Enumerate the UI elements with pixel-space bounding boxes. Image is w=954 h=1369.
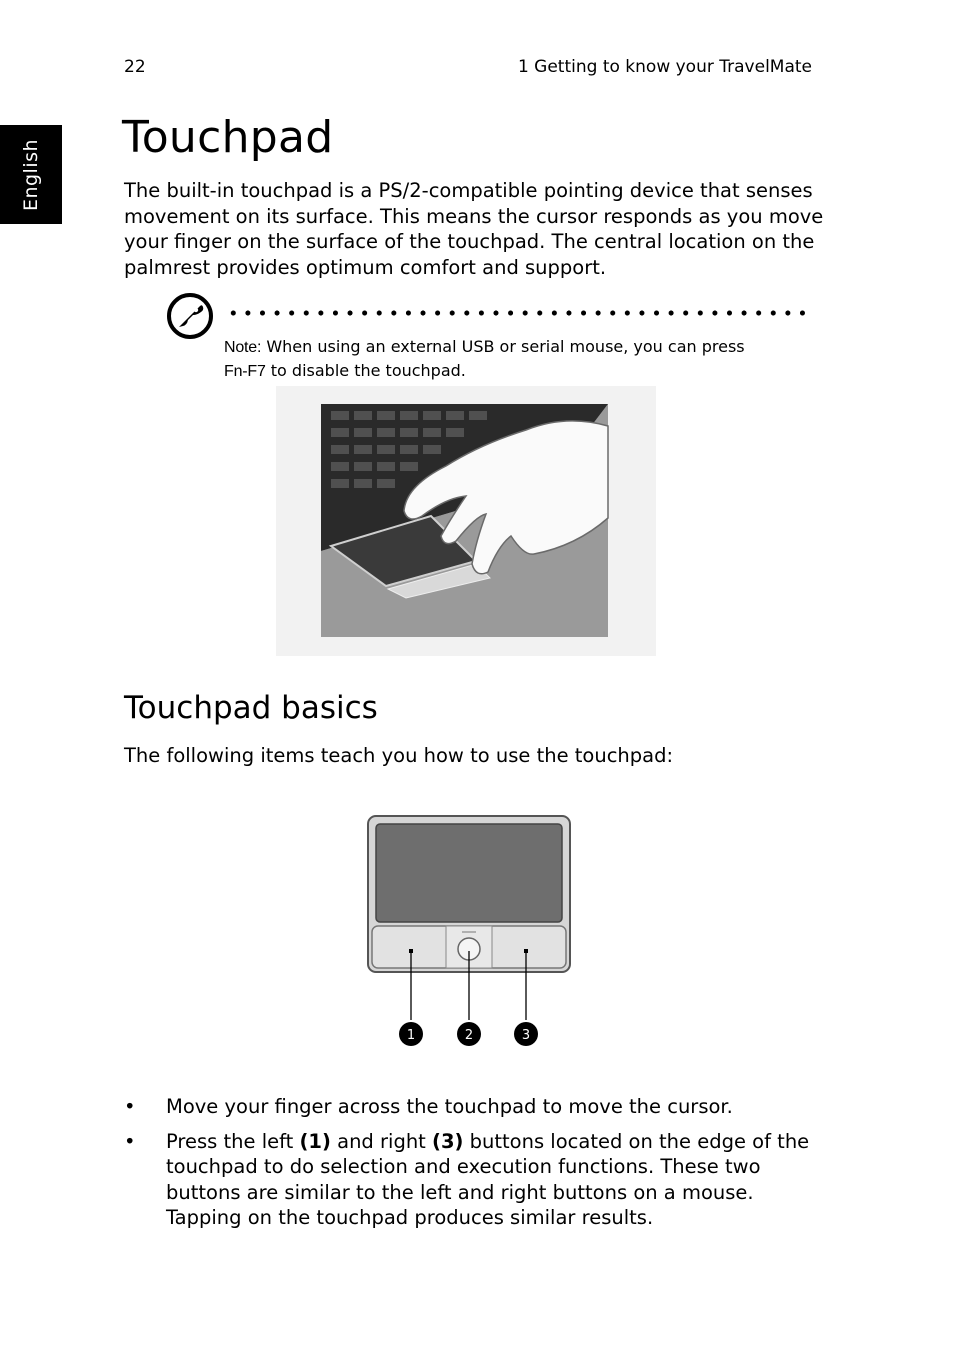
callout-right-button: 3 xyxy=(521,1028,531,1043)
bullet-marker: • xyxy=(124,1095,136,1118)
right-button-ref: (3) xyxy=(432,1129,464,1153)
list-item xyxy=(124,1094,824,1120)
hand-on-touchpad-illustration xyxy=(276,386,656,656)
note-text-after: to disable the touchpad. xyxy=(265,361,466,380)
touchpad-diagram xyxy=(360,808,580,1058)
note-label: Note: xyxy=(224,339,262,356)
list-item-text: buttons located on the edge of the touchpad to do selection and execution functions. These two buttons are similar to the left and right buttons on a mouse. Tapping on the touchpad produces similar results. xyxy=(166,1129,810,1229)
note-divider xyxy=(226,310,810,316)
section-intro: The following items teach you how to use the touchpad: xyxy=(124,744,674,767)
intro-paragraph: The built-in touchpad is a PS/2-compatible pointing device that senses movement on its surface. This means the cursor responds as you move your finger on the surface of the touchpad. The central location on the palmrest provides optimum comfort and support. xyxy=(124,179,824,279)
page-title: Touchpad xyxy=(122,112,334,163)
bullet-marker: • xyxy=(124,1129,136,1153)
callout-scroll-key: 2 xyxy=(464,1028,474,1043)
list-item-text: Move your finger across the touchpad to move the cursor. xyxy=(166,1095,733,1118)
page-number: 22 xyxy=(124,57,146,77)
left-button-ref: (1) xyxy=(299,1129,331,1153)
note-key: Fn-F7 xyxy=(224,363,266,380)
list-item-text: Press the left xyxy=(166,1129,300,1153)
language-tab xyxy=(0,125,62,224)
usage-list xyxy=(124,1094,824,1240)
list-item-text: and right xyxy=(330,1129,433,1153)
chapter-title: 1 Getting to know your TravelMate xyxy=(517,57,812,77)
callout-left-button: 1 xyxy=(406,1028,416,1043)
note-text xyxy=(224,335,804,383)
note-text-before: When using an external USB or serial mouse, you can press xyxy=(261,337,745,356)
language-tab-label: English xyxy=(20,138,42,211)
section-heading: Touchpad basics xyxy=(124,690,378,726)
list-item xyxy=(124,1129,824,1231)
note-icon xyxy=(166,292,214,340)
